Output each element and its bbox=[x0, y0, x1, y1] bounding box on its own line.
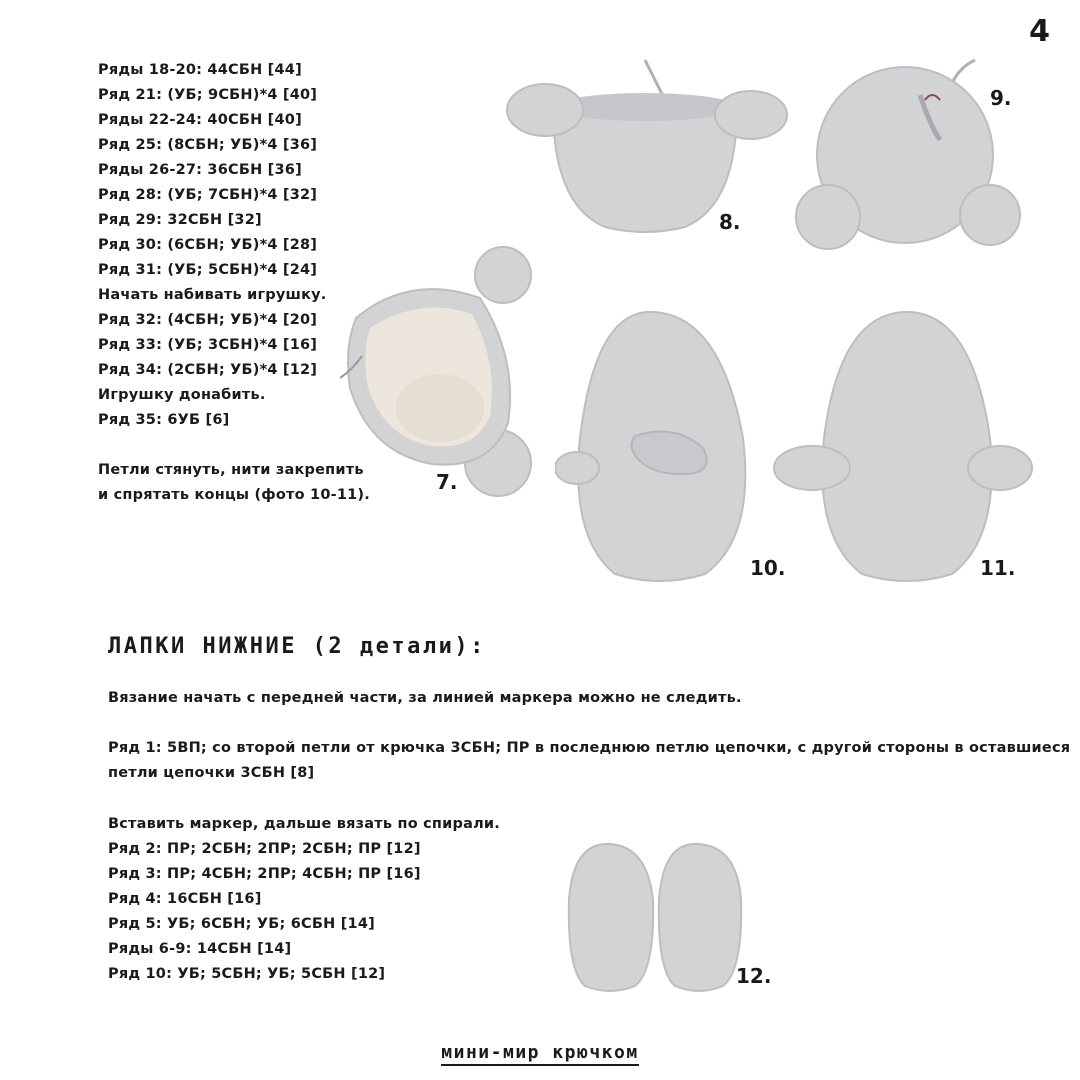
photo-12-feet bbox=[565, 840, 750, 995]
photo-label-8: 8. bbox=[719, 210, 741, 234]
list-item: Ряд 5: УБ; 6СБН; УБ; 6СБН [14] bbox=[108, 916, 375, 932]
list-item: Ряды 6-9: 14СБН [14] bbox=[108, 941, 292, 957]
list-item: Игрушку донабить. bbox=[98, 387, 266, 403]
list-item: Начать набивать игрушку. bbox=[98, 287, 327, 303]
list-item: Ряд 2: ПР; 2СБН; 2ПР; 2СБН; ПР [12] bbox=[108, 841, 421, 857]
list-item: Ряд 10: УБ; 5СБН; УБ; 5СБН [12] bbox=[108, 966, 386, 982]
list-item: Ряд 30: (6СБН; УБ)*4 [28] bbox=[98, 237, 318, 253]
list-item: Ряды 22-24: 40СБН [40] bbox=[98, 112, 302, 128]
photo-label-7: 7. bbox=[436, 470, 458, 494]
section-intro: Вязание начать с передней части, за линией маркера можно не следить. bbox=[108, 690, 742, 706]
list-item: Ряд 34: (2СБН; УБ)*4 [12] bbox=[98, 362, 318, 378]
photo-10-body-front bbox=[555, 308, 765, 584]
list-item: Ряд 28: (УБ; 7СБН)*4 [32] bbox=[98, 187, 318, 203]
row-1-line-1: Ряд 1: 5ВП; со второй петли от крючка 3СБН; ПР в последнюю петлю цепочки, с другой стороны в оставшиеся bbox=[108, 740, 1071, 756]
list-item: Ряд 3: ПР; 4СБН; 2ПР; 4СБН; ПР [16] bbox=[108, 866, 421, 882]
list-item: Ряды 18-20: 44СБН [44] bbox=[98, 62, 302, 78]
photo-7-open-head bbox=[340, 238, 540, 506]
footer-brand bbox=[0, 1042, 1080, 1063]
photo-label-11: 11. bbox=[980, 556, 1016, 580]
photo-8-head-side bbox=[505, 55, 790, 240]
bottom-rows-list bbox=[108, 812, 528, 987]
list-item: Ряд 35: 6УБ [6] bbox=[98, 412, 230, 428]
list-item: Вставить маркер, дальше вязать по спирали. bbox=[108, 816, 500, 832]
section-title: ЛАПКИ НИЖНИЕ (2 детали): bbox=[108, 634, 486, 659]
photo-9-head-top bbox=[790, 55, 1025, 250]
finish-note-line-2: и спрятать концы (фото 10-11). bbox=[98, 487, 370, 503]
list-item: Ряд 31: (УБ; 5СБН)*4 [24] bbox=[98, 262, 318, 278]
footer-brand-text: мини-мир крючком bbox=[441, 1042, 638, 1066]
list-item: Ряд 32: (4СБН; УБ)*4 [20] bbox=[98, 312, 318, 328]
list-item: Ряд 21: (УБ; 9СБН)*4 [40] bbox=[98, 87, 318, 103]
row-1-line-2: петли цепочки 3СБН [8] bbox=[108, 765, 315, 781]
list-item: Ряд 4: 16СБН [16] bbox=[108, 891, 262, 907]
list-item: Ряд 25: (8СБН; УБ)*4 [36] bbox=[98, 137, 318, 153]
photo-label-12: 12. bbox=[736, 964, 772, 988]
list-item: Ряд 29: 32СБН [32] bbox=[98, 212, 262, 228]
photo-label-9: 9. bbox=[990, 86, 1012, 110]
page-number: 4 bbox=[1029, 14, 1050, 49]
list-item: Ряд 33: (УБ; 3СБН)*4 [16] bbox=[98, 337, 318, 353]
photo-label-10: 10. bbox=[750, 556, 786, 580]
list-item: Ряды 26-27: 36СБН [36] bbox=[98, 162, 302, 178]
photo-11-body-back bbox=[772, 308, 1034, 584]
finish-note-line-1: Петли стянуть, нити закрепить bbox=[98, 462, 364, 478]
